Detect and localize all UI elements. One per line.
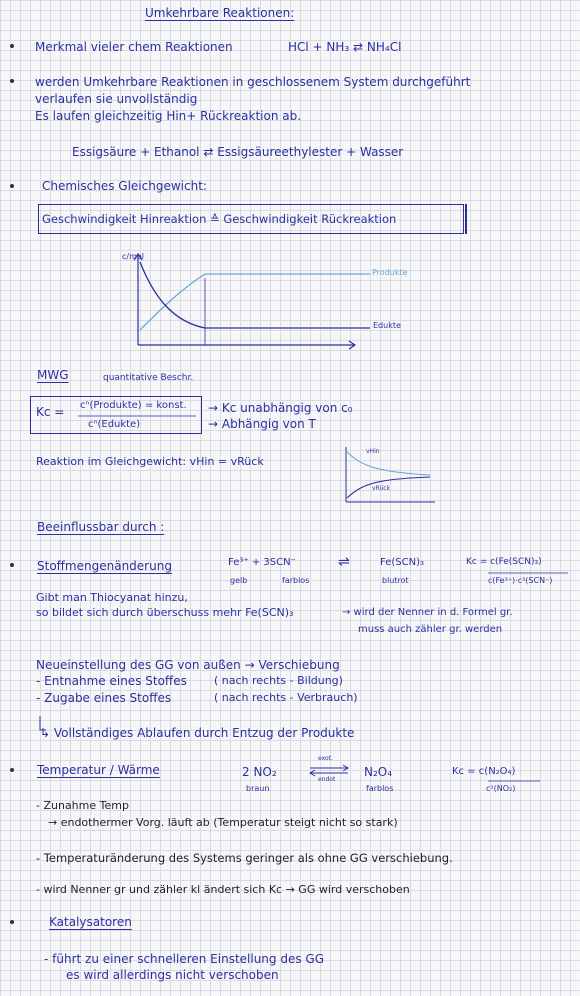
stoff-line-5: - Entnahme eines Stoffes: [36, 674, 187, 688]
mwg-heading-note: quantitative Beschr.: [103, 373, 194, 383]
mwg-note-concentration: → Kc unabhängig von c₀: [208, 401, 353, 415]
stoff-line-6b: ( nach rechts - Verbrauch): [214, 691, 358, 704]
mwg-kc-left: Kc =: [36, 405, 65, 419]
temp-eq-left: 2 NO₂: [242, 765, 277, 779]
intro-merkmal: Merkmal vieler chem Reaktionen: [35, 40, 233, 54]
page-title: Umkehrbare Reaktionen:: [145, 6, 295, 20]
stoff-kc-bottom: c(Fe³⁺)·c³(SCN⁻): [488, 576, 553, 585]
graph-ylabel: c/mol: [122, 252, 145, 261]
intro-line-1: werden Umkehrbare Reaktionen in geschlossenem System durchgeführt: [35, 75, 471, 89]
temp-eq-arrows: [310, 765, 348, 776]
intro-equation-hcl: HCl + NH₃ ⇄ NH₄Cl: [288, 40, 402, 54]
stoff-line-3: muss auch zähler gr. werden: [358, 624, 503, 635]
small-graph-vrueck: vRück: [372, 485, 391, 492]
kat-line-2: es wird allerdings nicht verschoben: [66, 968, 279, 982]
stoff-line-2: so bildet sich durch überschuss mehr Fe(SCN)₃: [36, 606, 294, 619]
equilibrium-heading: Chemisches Gleichgewicht:: [42, 179, 207, 193]
mwg-note-temperature: → Abhängig von T: [208, 417, 316, 431]
mwg-heading: MWG: [37, 368, 69, 382]
stoff-color-blutrot: blutrot: [382, 576, 409, 585]
stoff-eq-left: Fe³⁺ + 3SCN⁻: [228, 557, 296, 568]
equilibrium-definition: Geschwindigkeit Hinreaktion ≙ Geschwindigkeit Rückreaktion: [42, 212, 397, 226]
concentration-graph: [134, 254, 355, 349]
small-graph-vhin: vHin: [366, 448, 380, 455]
temp-eq-right: N₂O₄: [364, 765, 393, 779]
stoff-eq-right: Fe(SCN)₃: [380, 557, 424, 568]
intro-line-2: verlaufen sie unvollständig: [35, 92, 198, 106]
temp-farblos: farblos: [366, 784, 394, 793]
temp-line-2: → endothermer Vorg. läuft ab (Temperatur steigt nicht so stark): [48, 816, 398, 829]
mwg-kc-numerator: cⁿ(Produkte) = konst.: [80, 400, 187, 411]
intro-line-3: Es laufen gleichzeitig Hin+ Rückreaktion ab.: [35, 109, 302, 123]
stoff-line-4: Neueinstellung des GG von außen → Verschiebung: [36, 658, 340, 672]
kat-heading: Katalysatoren: [49, 915, 132, 929]
temp-line-1: - Zunahme Temp: [36, 799, 129, 812]
stoff-kc-top: Kc = c(Fe(SCN)₃): [466, 557, 542, 567]
mwg-kc-denominator: cⁿ(Edukte): [88, 419, 141, 430]
educts-curve: [140, 262, 370, 328]
mwg-rate-line: Reaktion im Gleichgewicht: vHin = vRück: [36, 455, 264, 468]
intro-equation-ester: Essigsäure + Ethanol ⇄ Essigsäureethylester + Wasser: [72, 145, 404, 159]
rate-graph: [346, 447, 435, 502]
products-curve: [140, 274, 370, 330]
temp-heading: Temperatur / Wärme: [37, 763, 160, 777]
temp-endot: endot: [318, 776, 336, 783]
graph-label-educts: Edukte: [373, 321, 401, 330]
stoff-line-2b: → wird der Nenner in d. Formel gr.: [342, 607, 513, 618]
temp-kc-top: Kc = c(N₂O₄): [452, 766, 516, 777]
stoff-line-1: Gibt man Thiocyanat hinzu,: [36, 591, 188, 604]
stoff-line-5b: ( nach rechts - Bildung): [214, 674, 343, 687]
influence-heading: Beeinflussbar durch :: [37, 520, 165, 534]
temp-line-3: - Temperaturänderung des Systems geringer als ohne GG verschiebung.: [36, 851, 453, 865]
stoff-line-7: ↳ Vollständiges Ablaufen durch Entzug der Produkte: [40, 726, 355, 740]
stoff-line-6: - Zugabe eines Stoffes: [36, 691, 172, 705]
graph-label-products: Produkte: [372, 268, 408, 277]
stoff-color-gelb: gelb: [230, 576, 248, 585]
temp-exot: exot.: [318, 755, 333, 762]
kat-line-1: - führt zu einer schnelleren Einstellung des GG: [44, 952, 325, 966]
stoff-eq-arrow: ⇌: [338, 554, 350, 570]
temp-braun: braun: [246, 784, 270, 793]
temp-line-4: - wird Nenner gr und zähler kl ändert sich Kc → GG wird verschoben: [36, 883, 410, 896]
stoff-color-farblos: farblos: [282, 576, 310, 585]
temp-kc-bottom: c²(NO₂): [486, 784, 516, 793]
stoff-heading: Stoffmengenänderung: [37, 559, 172, 573]
